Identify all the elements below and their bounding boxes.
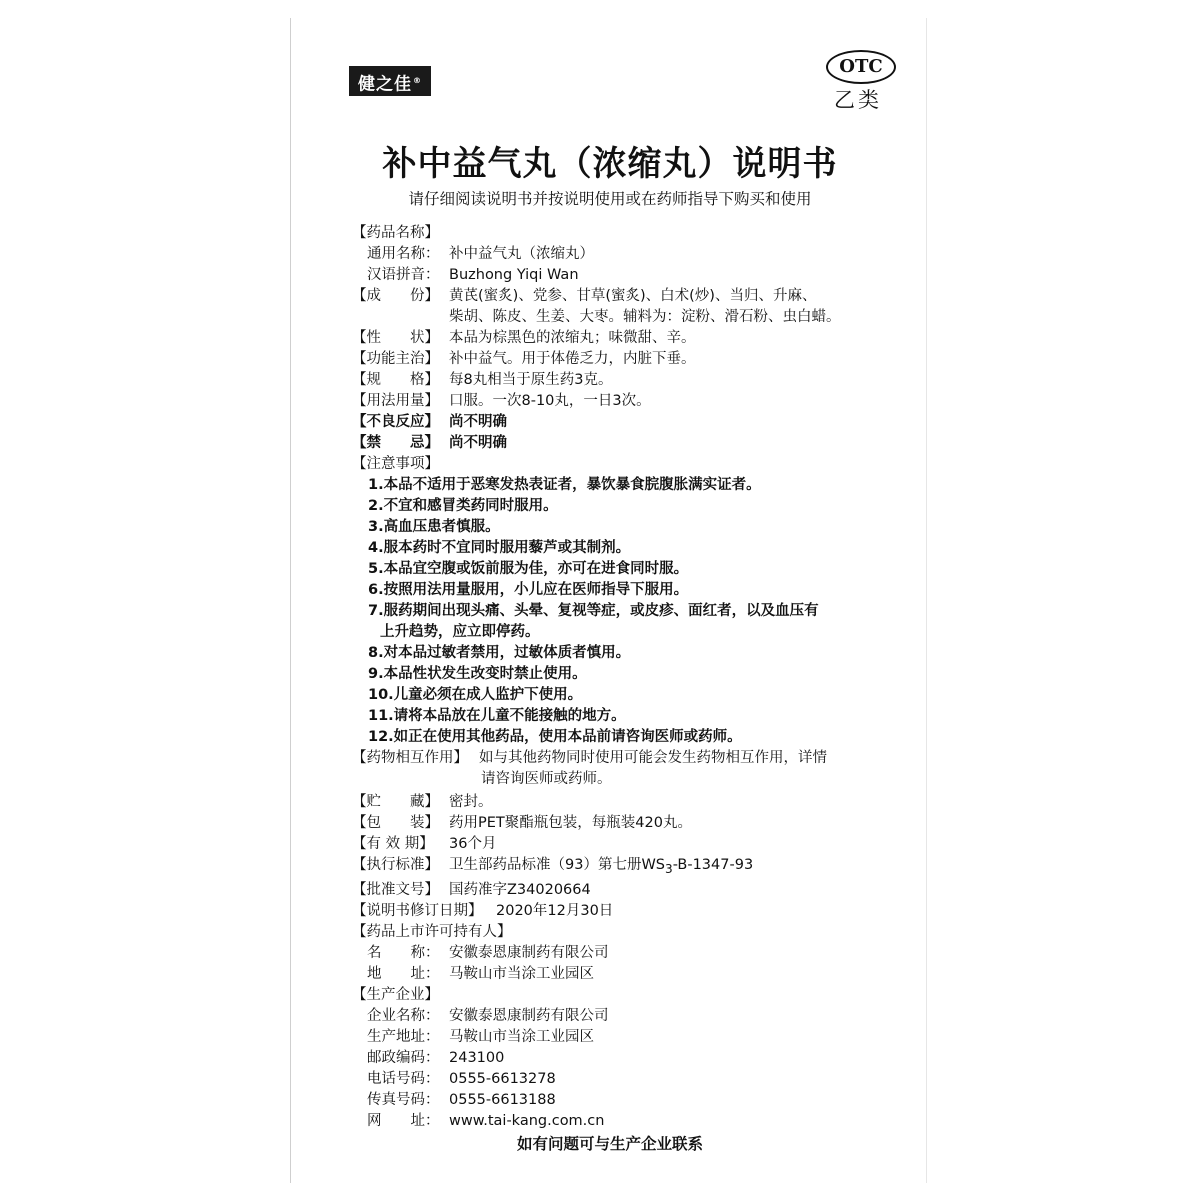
specification-value: 每8丸相当于原生药3克。 xyxy=(449,372,613,388)
specification-row xyxy=(352,370,912,391)
interactions-label: 【药物相互作用】 xyxy=(352,750,468,766)
manufacturer-row xyxy=(352,1048,912,1069)
manufacturer-value: 马鞍山市当涂工业园区 xyxy=(449,1028,594,1045)
manufacturer-label: 生产地址： xyxy=(367,1028,440,1045)
dosage-value: 口服。一次8-10丸，一日3次。 xyxy=(449,393,651,409)
manufacturer-label: 企业名称： xyxy=(367,1007,440,1024)
composition-label: 【成 份】 xyxy=(352,288,439,304)
generic-name-label: 通用名称： xyxy=(367,246,440,262)
precaution-item-continuation: 上升趋势，应立即停药。 xyxy=(380,624,540,640)
leaflet-content xyxy=(352,223,912,1132)
holder-address-value: 马鞍山市当涂工业园区 xyxy=(449,965,594,982)
precaution-item: 8.对本品过敏者禁用，过敏体质者慎用。 xyxy=(368,645,631,661)
manufacturer-label: 电话号码： xyxy=(367,1070,440,1087)
indications-label: 【功能主治】 xyxy=(352,351,439,367)
validity-label: 【有 效 期】 xyxy=(352,836,434,852)
approval-row xyxy=(352,880,912,901)
precaution-item: 5.本品宜空腹或饭前服为佳，亦可在进食同时服。 xyxy=(368,561,689,577)
standard-value: 卫生部药品标准（93）第七册$WS_3-B-1347-93$ xyxy=(449,857,754,876)
adverse-label: 【不良反应】 xyxy=(352,414,439,430)
pinyin-value: Buzhong Yiqi Wan xyxy=(449,267,579,283)
precaution-item: 7.服药期间出现头痛、头晕、复视等症，或皮疹、面红者，以及血压有 xyxy=(368,603,819,619)
holder-name-value: 安徽泰恩康制药有限公司 xyxy=(449,944,609,961)
precaution-item: 11.请将本品放在儿童不能接触的地方。 xyxy=(368,708,626,724)
drug-name-header: 【药品名称】 xyxy=(352,225,439,241)
holder-address-label: 地 址： xyxy=(367,965,440,982)
contact-footer: 如有问题可与生产企业联系 xyxy=(516,1135,703,1153)
manufacturer-value: 0555-6613188 xyxy=(449,1091,556,1108)
brand-logo: 健之佳® xyxy=(349,66,431,96)
precaution-item: 2.不宜和感冒类药同时服用。 xyxy=(368,498,558,514)
pinyin-row xyxy=(352,265,912,286)
package-value: 药用PET聚酯瓶包装，每瓶装420丸。 xyxy=(449,815,692,831)
manufacturer-row xyxy=(352,1069,912,1090)
holder-name-label: 名 称： xyxy=(367,944,440,961)
document-subtitle: 请仔细阅读说明书并按说明使用或在药师指导下购买和使用 xyxy=(408,190,812,208)
interactions-value-2: 请咨询医师或药师。 xyxy=(481,771,612,787)
composition-row xyxy=(352,286,912,307)
document-title: 补中益气丸（浓缩丸）说明书 xyxy=(382,144,838,184)
pinyin-label: 汉语拼音： xyxy=(367,267,440,283)
package-row xyxy=(352,813,912,834)
manufacturer-value: 0555-6613278 xyxy=(449,1070,556,1087)
validity-row xyxy=(352,834,912,855)
manufacturer-value: 243100 xyxy=(449,1049,505,1066)
manufacturer-row xyxy=(352,1090,912,1111)
package-label: 【包 装】 xyxy=(352,815,439,831)
otc-badge: OTC xyxy=(826,50,896,84)
precaution-item: 9.本品性状发生改变时禁止使用。 xyxy=(368,666,587,682)
contraindications-label: 【禁 忌】 xyxy=(352,435,439,451)
manufacturer-row xyxy=(352,1027,912,1048)
indications-value: 补中益气。用于体倦乏力，内脏下垂。 xyxy=(449,351,696,367)
manufacturer-label: 传真号码： xyxy=(367,1091,440,1108)
revision-row xyxy=(352,901,912,922)
contraindications-value: 尚不明确 xyxy=(449,435,507,451)
composition-value-2: 柴胡、陈皮、生姜、大枣。辅料为：淀粉、滑石粉、虫白蜡。 xyxy=(449,309,841,325)
precautions-header: 【注意事项】 xyxy=(352,456,439,472)
approval-label: 【批准文号】 xyxy=(352,881,439,898)
manufacturer-row xyxy=(352,1006,912,1027)
standard-label: 【执行标准】 xyxy=(352,857,439,873)
precaution-item: 4.服本药时不宜同时服用藜芦或其制剂。 xyxy=(368,540,631,556)
interactions-value-1: 如与其他药物同时使用可能会发生药物相互作用，详情 xyxy=(479,750,827,766)
precaution-item: 6.按照用法用量服用，小儿应在医师指导下服用。 xyxy=(368,582,689,598)
manufacturer-header: 【生产企业】 xyxy=(352,986,439,1003)
dosage-row xyxy=(352,391,912,412)
composition-value-1: 黄芪(蜜炙)、党参、甘草(蜜炙)、白术(炒)、当归、升麻、 xyxy=(449,288,817,304)
manufacturer-value: www.tai-kang.com.cn xyxy=(449,1112,605,1129)
precaution-item: 10.儿童必须在成人监护下使用。 xyxy=(368,687,583,703)
adverse-row xyxy=(352,412,912,433)
precaution-item: 3.高血压患者慎服。 xyxy=(368,519,500,535)
generic-name-row xyxy=(352,244,912,265)
contraindications-row xyxy=(352,433,912,454)
generic-name-value: 补中益气丸（浓缩丸） xyxy=(449,246,594,262)
manufacturer-value: 安徽泰恩康制药有限公司 xyxy=(449,1007,609,1024)
precaution-item: 1.本品不适用于恶寒发热表证者，暴饮暴食脘腹胀满实证者。 xyxy=(368,477,761,493)
storage-value: 密封。 xyxy=(449,794,493,810)
precaution-item: 12.如正在使用其他药品，使用本品前请咨询医师或药师。 xyxy=(368,729,742,745)
holder-name-row xyxy=(352,943,912,964)
holder-address-row xyxy=(352,964,912,985)
storage-label: 【贮 藏】 xyxy=(352,794,439,810)
adverse-value: 尚不明确 xyxy=(449,414,507,430)
validity-value: 36个月 xyxy=(449,836,497,852)
indications-row xyxy=(352,349,912,370)
standard-row xyxy=(352,855,912,880)
specification-label: 【规 格】 xyxy=(352,372,439,388)
revision-label: 【说明书修订日期】 xyxy=(352,902,483,919)
holder-header: 【药品上市许可持有人】 xyxy=(352,923,512,940)
approval-value: 国药准字Z34020664 xyxy=(449,881,591,898)
dosage-label: 【用法用量】 xyxy=(352,393,439,409)
manufacturer-label: 网 址： xyxy=(367,1112,440,1129)
otc-class-label: 乙类 xyxy=(834,88,882,112)
appearance-value: 本品为棕黑色的浓缩丸；味微甜、辛。 xyxy=(449,330,696,346)
manufacturer-row xyxy=(352,1111,912,1132)
appearance-label: 【性 状】 xyxy=(352,330,439,346)
revision-value: 2020年12月30日 xyxy=(496,902,614,919)
storage-row xyxy=(352,792,912,813)
manufacturer-label: 邮政编码： xyxy=(367,1049,440,1066)
appearance-row xyxy=(352,328,912,349)
interactions-row xyxy=(352,748,912,769)
